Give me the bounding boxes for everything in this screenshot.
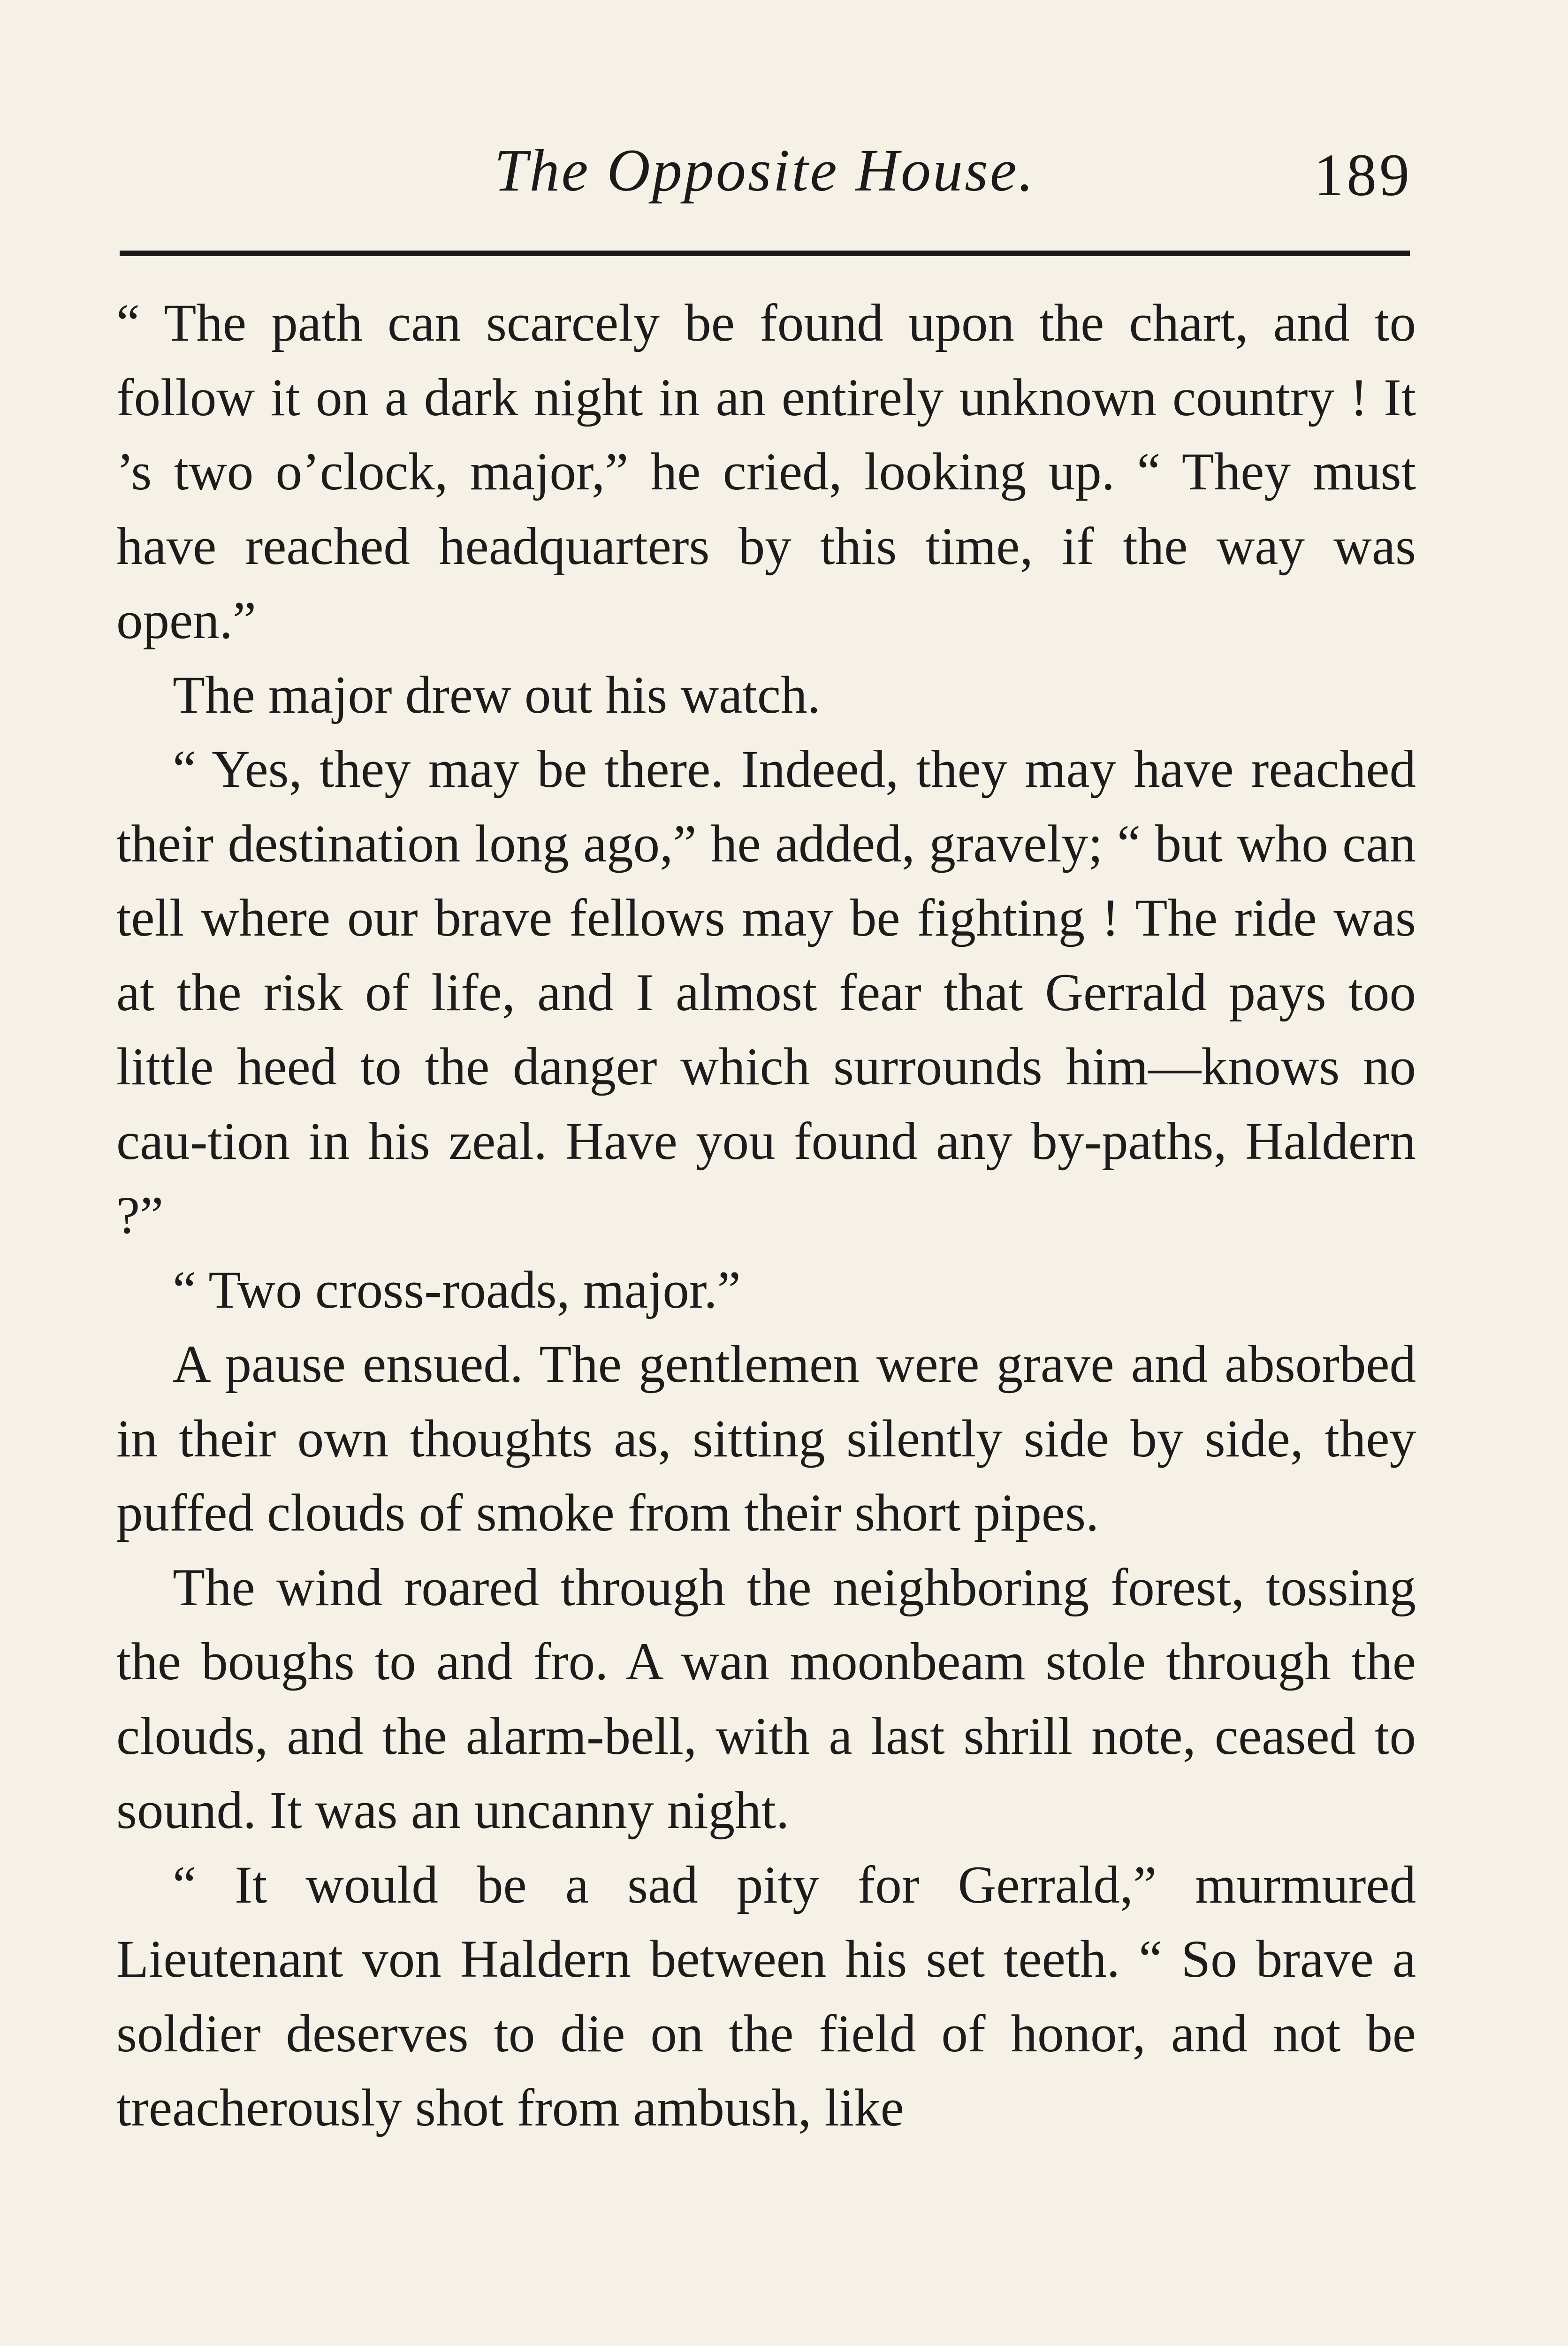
paragraph: “ Two cross-roads, major.” [173,1260,741,1319]
paragraph: The wind roared through the neighboring forest, tossing the boughs to and fro. A wan moonbeam stole through the clouds, and the alarm-bell, with a last shrill note, ceased to sound. It was an uncanny night. [116,1558,1416,1840]
paragraph: “ The path can scarcely be found upon the chart, and to follow it on a dark night in an entirely unknown country ! It ’s two o’clock, major,” he cried, looking up. “ They must have reached headquarters by this time, if the way was open.” [116,294,1416,650]
body-text [116,286,1416,2146]
page-number: 189 [1314,142,1412,208]
paragraph: “ It would be a sad pity for Gerrald,” murmured Lieutenant von Haldern between his set teeth. “ So brave a soldier deserves to die on the field of honor, and not be treacherously shot from ambush, like [116,1855,1416,2137]
page-header [117,127,1412,221]
paragraph: The major drew out his watch. [173,665,821,724]
running-title: The Opposite House. [494,137,1035,204]
paragraph: A pause ensued. The gentlemen were grave and absorbed in their own thoughts as, sitting silently side by side, they puffed clouds of smoke from their short pipes. [116,1335,1416,1542]
paragraph: “ Yes, they may be there. Indeed, they may have reached their destination long ago,” he added, gravely; “ but who can tell where our brave fellows may be fighting ! The ride was at the risk of life, and I almost fear that Gerrald pays too little heed to the danger which surrounds him—knows no cau-tion in his zeal. Have you found any by-paths, Haldern ?” [116,740,1416,1245]
header-rule [120,251,1410,256]
